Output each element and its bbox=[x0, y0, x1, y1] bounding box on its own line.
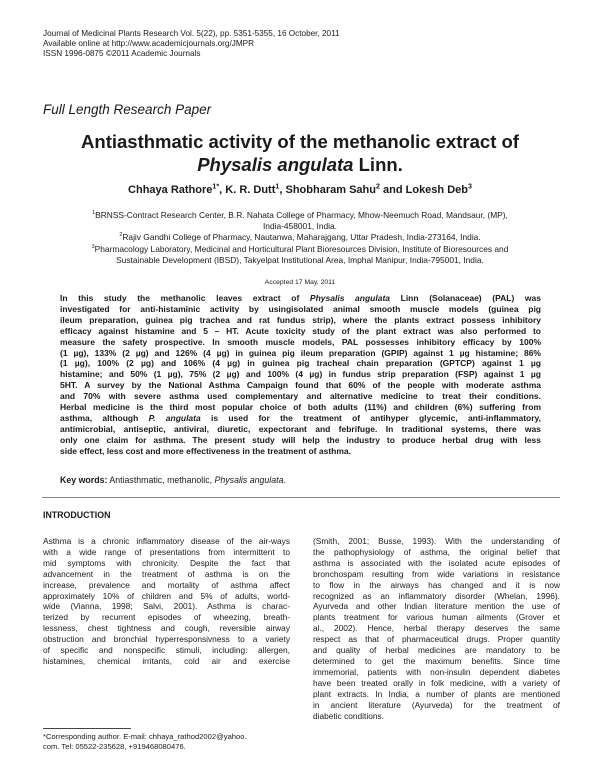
body-line: Ayurveda and other Indian literature mention the use of bbox=[313, 601, 560, 612]
affiliation-line bbox=[55, 221, 545, 232]
abstract-line bbox=[60, 424, 541, 435]
affiliation-mark: 2 bbox=[119, 232, 123, 239]
body-line: increase, prevalence and mortality of asthma affect bbox=[43, 579, 290, 590]
abstract-line bbox=[60, 413, 541, 424]
abstract-line bbox=[60, 315, 541, 326]
author-affiliation-mark: 3 bbox=[467, 182, 472, 191]
author-affiliation-mark: 1* bbox=[212, 182, 220, 191]
abstract-line bbox=[60, 402, 541, 413]
abstract-line bbox=[60, 358, 541, 369]
footnote-line-1: *Corresponding author. E-mail: chhaya_rathod2002@yahoo. bbox=[43, 732, 247, 741]
paper-type: Full Length Research Paper bbox=[43, 102, 212, 117]
body-line: obstruction and bronchial hyperresponsivness to a variety bbox=[43, 634, 290, 645]
affiliation-text: Rajiv Gandhi College of Pharmacy, Nautanwa, Maharajgang, Uttar Pradesh, India-273164, India. bbox=[122, 232, 481, 243]
affiliation-mark: 1 bbox=[92, 210, 96, 217]
abstract-species: P. angulata bbox=[148, 412, 201, 423]
affiliation-text: India-458001, India. bbox=[262, 221, 338, 232]
body-line: approximately 10% of children and 5% of adults, world- bbox=[43, 590, 290, 601]
abstract-text: side effect, less cost and more effectiveness in the treatment of asthma. bbox=[60, 445, 351, 456]
abstract-line bbox=[60, 326, 541, 337]
affiliation-line bbox=[55, 232, 545, 243]
body-line: to flow in the airways has changed and it is now bbox=[313, 579, 560, 590]
abstract-text: Herbal medicine is the third most popular choice of both adults (11%) and children (6%) suffering from bbox=[60, 402, 541, 413]
introduction-heading: INTRODUCTION bbox=[43, 510, 111, 520]
abstract-text: Linn (Solanaceae) (PAL) was bbox=[390, 293, 542, 303]
body-line: advancement in the treatment of asthma is on the bbox=[43, 568, 290, 579]
abstract-text: measure the safety prospective. In smooth muscle models, PAL possesses inhibitory efficacy by 100% bbox=[60, 336, 541, 347]
body-line: al., 2002). Hence, herbal therapy deserves the same bbox=[313, 623, 560, 634]
accepted-date: Accepted 17 May, 2011 bbox=[264, 279, 336, 286]
paper-title bbox=[30, 130, 570, 176]
abstract-line bbox=[60, 435, 541, 446]
body-line: diabetic conditions. bbox=[313, 710, 384, 721]
introduction-right-column bbox=[313, 536, 560, 721]
abstract-text: histamine; and 50% (1 µg), 75% (2 µg) and 100% (4 µg) in fundus strip preparation (FSP) against 1 µg bbox=[60, 369, 541, 380]
affiliations bbox=[55, 210, 545, 266]
body-line: the pathophysiology of asthma, the original belief that bbox=[313, 546, 560, 557]
corresponding-author-footnote bbox=[43, 732, 247, 752]
author-separator: , bbox=[219, 184, 226, 196]
keywords-species: Physalis angulata bbox=[214, 475, 284, 485]
journal-header bbox=[43, 29, 340, 60]
body-line: in ancient literature (Ayurveda) for the treatment of bbox=[313, 699, 560, 710]
author-separator: and bbox=[379, 184, 406, 196]
affiliation-line bbox=[55, 244, 545, 255]
body-line: plant extracts. In India, a number of plants are mentioned bbox=[313, 688, 560, 699]
abstract-text: 5HT. A survey by the National Asthma Campaign found that 60% of the people with moderate asthma bbox=[60, 380, 541, 391]
affiliation-text: Sustainable Development (IBSD), Takyelpat Institutional Area, Imphal Manipur, India-795001, India. bbox=[116, 254, 484, 265]
body-line: (Smith, 2001; Busse, 1993). With the understanding of bbox=[313, 536, 560, 546]
body-line: terized by recurrent episodes of wheezing, breath- bbox=[43, 612, 290, 623]
body-line: lessness, chest tightness and cough, reversible airway bbox=[43, 623, 290, 634]
author-affiliation-mark: 1 bbox=[275, 182, 280, 191]
author-name: Chhaya Rathore bbox=[128, 184, 213, 196]
body-line: recognized as an inflammatory disorder (Whelan, 1996). bbox=[313, 590, 560, 601]
abstract-line bbox=[60, 337, 541, 348]
journal-citation: Journal of Medicinal Plants Research Vol. 5(22), pp. 5351-5355, 16 October, 2011 bbox=[43, 29, 340, 38]
body-line: plants treatment for various human ailments (Grover et bbox=[313, 612, 560, 623]
abstract-species: Physalis angulata bbox=[309, 293, 390, 303]
keywords-end: . bbox=[283, 475, 286, 485]
author-affiliation-mark: 2 bbox=[375, 182, 380, 191]
body-line: mid symptoms with chronicity. Despite the fact that bbox=[43, 557, 290, 568]
abstract-line bbox=[60, 348, 541, 359]
section-divider bbox=[42, 497, 560, 498]
affiliation-line bbox=[55, 255, 545, 266]
introduction-left-column bbox=[43, 536, 290, 667]
abstract-text: is used for the treatment of antihyper glycemic, anti-inflammatory, bbox=[200, 412, 542, 423]
body-line: of specific and nonspecific stimuli, including: allergen, bbox=[43, 645, 290, 656]
abstract-line bbox=[60, 293, 541, 304]
body-line: and quality of herbal medicines are mandatory to be bbox=[313, 645, 560, 656]
abstract-text: only one claim for asthma. The present study will help the industry to produce herbal drug with less bbox=[60, 434, 541, 445]
author-list bbox=[30, 184, 570, 196]
abstract-line bbox=[60, 369, 541, 380]
footnote-divider bbox=[43, 728, 131, 729]
abstract-text: (1 µg), 100% (2 µg) and 106% (4 µg) in guinea pig tracheal chain preparation (GPTCP) against 1 µg bbox=[60, 358, 541, 369]
keywords-label: Key words: bbox=[60, 475, 108, 485]
abstract-text: antimicrobial, antiseptic, antiviral, diuretic, expectorant and febrifuge. In traditional systems, there was bbox=[60, 423, 541, 434]
author-name: K. R. Dutt bbox=[225, 184, 276, 196]
journal-url: Available online at http://www.academicjournals.org/JMPR bbox=[43, 39, 255, 49]
title-species: Physalis angulata bbox=[197, 154, 354, 175]
abstract-text: asthma, although bbox=[60, 412, 149, 423]
body-line: have been treated orally in folk medicine, with a variety of bbox=[313, 677, 560, 688]
affiliation-text: Pharmacology Laboratory, Medicinal and Horticultural Plant Bioresources Division, Institute of Bioresources and bbox=[94, 243, 509, 254]
abstract-text: and 70% with severe asthma used complementary and alternative medicine to treat their conditions. bbox=[60, 391, 541, 402]
abstract bbox=[60, 293, 541, 457]
body-line: determined to get the maximum benefits. Since time bbox=[313, 655, 560, 666]
affiliation-mark: 3 bbox=[91, 243, 95, 250]
body-line: respect as that of pharmaceutical drugs. Proper quantity bbox=[313, 634, 560, 645]
body-line: histamines, chemical irritants, cold air and exercise bbox=[43, 655, 290, 666]
abstract-line bbox=[60, 446, 541, 457]
body-line: immemorial, patients with non-insulin dependent diabetes bbox=[313, 666, 560, 677]
body-line: asthma is associated with the isolated acute episodes of bbox=[313, 557, 560, 568]
keywords-text: Antiasthmatic, methanolic, bbox=[107, 475, 215, 485]
author-name: Lokesh Deb bbox=[405, 184, 468, 196]
title-authority: Linn. bbox=[353, 154, 403, 175]
affiliation-line bbox=[55, 210, 545, 221]
affiliation-text: BRNSS-Contract Research Center, B.R. Nahata College of Pharmacy, Mhow-Neemuch Road, Mandsaur, (MP), bbox=[95, 210, 508, 220]
keywords bbox=[60, 475, 286, 485]
abstract-text: efficacy against histamine and 5 – HT. Acute toxicity study of the plant extract was also performed to bbox=[60, 325, 541, 336]
abstract-line bbox=[60, 380, 541, 391]
body-line: wide (Vianna, 1998; Salvi, 2001). Asthma is charac- bbox=[43, 601, 290, 612]
body-line: Asthma is a chronic inflammatory disease of the air-ways bbox=[43, 536, 290, 546]
body-line: bronchospam resulting from wide variations in resistance bbox=[313, 568, 560, 579]
footnote-line-2: com. Tel: 05522-235628, +919468080476. bbox=[43, 742, 186, 752]
journal-issn: ISSN 1996-0875 ©2011 Academic Journals bbox=[43, 49, 201, 59]
title-line-1: Antiasthmatic activity of the methanolic extract of bbox=[81, 131, 519, 152]
author-name: Shobharam Sahu bbox=[285, 184, 376, 196]
abstract-text: In this study the methanolic leaves extract of bbox=[60, 293, 310, 303]
abstract-text: (1 µg), 133% (2 µg) and 126% (4 µg) in guinea pig ileum preparation (GPIP) against 1 µg histamine; 86% bbox=[60, 347, 541, 358]
abstract-line bbox=[60, 304, 541, 315]
abstract-text: ileum preparation, guinea pig trachea and rat fundus strip), where the plants extract possess inhibitory bbox=[60, 314, 541, 325]
title-line-2 bbox=[30, 153, 570, 176]
author-separator: , bbox=[279, 184, 286, 196]
abstract-line bbox=[60, 391, 541, 402]
body-line: with a wide range of presentations from intermittent to bbox=[43, 546, 290, 557]
abstract-text: investigated for anti-histaminic activity by usingisolated animal smooth muscle models (guinea pig bbox=[60, 303, 541, 314]
